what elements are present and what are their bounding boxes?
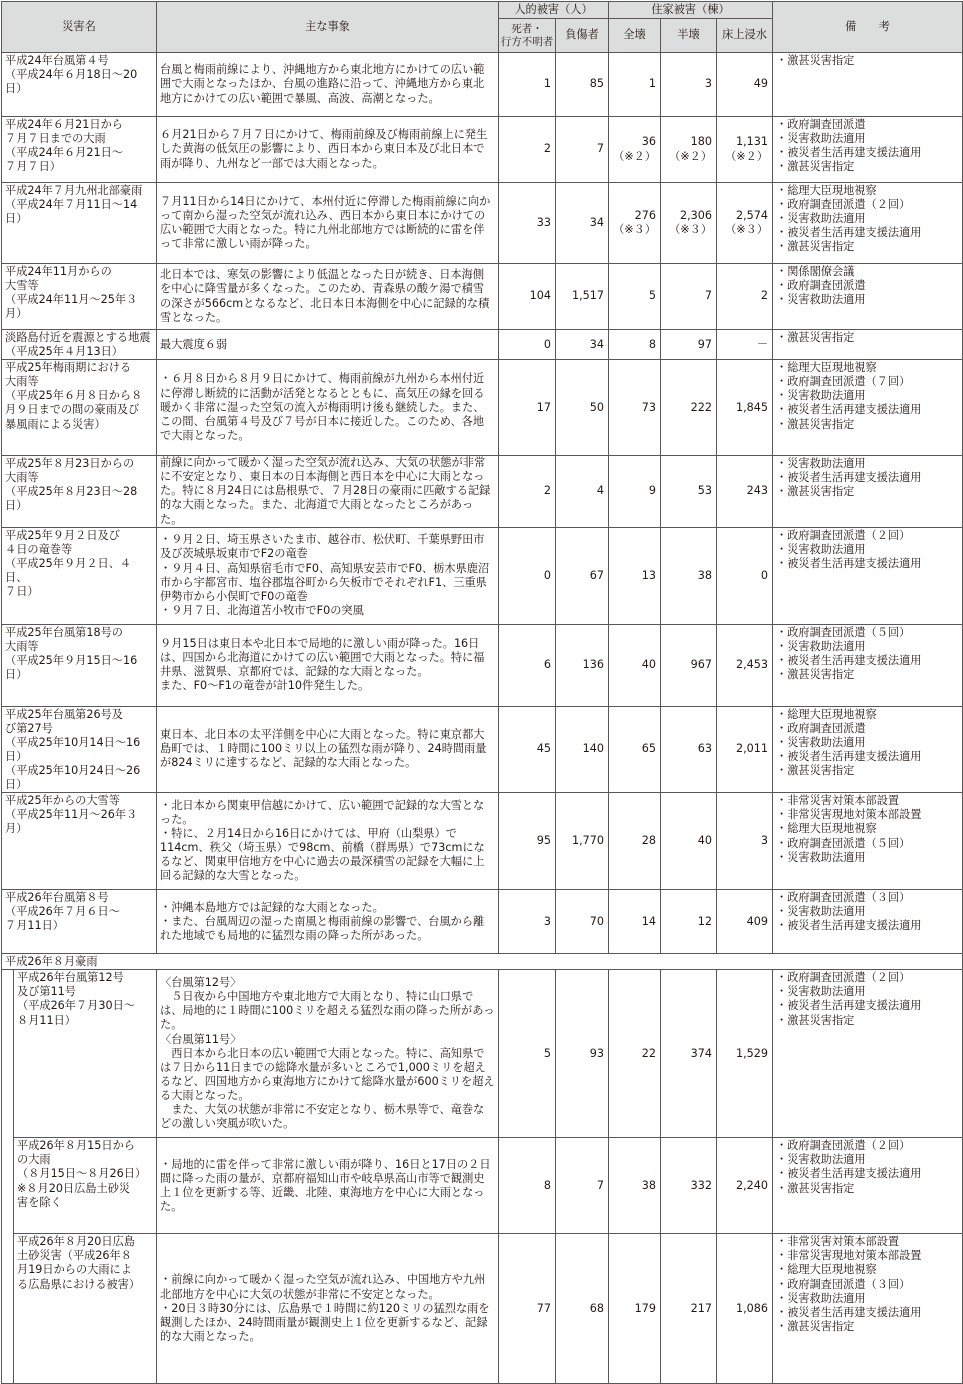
table-row: [2, 1138, 963, 1234]
above-floor-flood-count: 2,574 （※３）: [717, 183, 773, 264]
remarks: ・政府調査団派遣 ・災害救助法適用 ・被災者生活再建支援法適用 ・激甚災害指定: [773, 117, 963, 183]
main-event: 〈台風第12号〉 ５日夜から中国地方や東北地方で大雨となり、特に山口県では、局地的に１時間に100ミリを超える猛烈な雨の降った所があった。 〈台風第11号〉 西日本から北日本の広い範囲で大雨となった。特に、高知県では７日から11日までの総降水量が多いところで1,000ミリを超えるなど、四国地方から東海地方にかけて総降水量が600ミリを超える大雨となった。 また、大気の状態が非常に不安定となり、栃木県等で、竜巻などの激しい突風が吹いた。: [157, 970, 499, 1138]
total-collapse-count: 8: [609, 330, 661, 360]
half-collapse-count: 967: [661, 624, 717, 706]
dead-missing-count: 0: [499, 527, 556, 624]
header-injured: 負傷者: [556, 19, 609, 53]
total-collapse-count: 179: [609, 1234, 661, 1384]
main-event: ・９月２日、埼玉県さいたま市、越谷市、松伏町、千葉県野田市及び茨城県坂東市でF2の竜巻 ・９月４日、高知県宿毛市でF0、高知県安芸市でF0、栃木県鹿沼市から宇都宮市、塩谷郡塩谷町から矢板市でそれぞれF1、三重県伊勢市から小俣町でF0の竜巻 ・９月７日、北海道苫小牧市でF0の突風: [157, 527, 499, 624]
remarks: ・政府調査団派遣（２回） ・災害救助法適用 ・被災者生活再建支援法適用 ・激甚災害指定: [773, 970, 963, 1138]
injured-count: 136: [556, 624, 609, 706]
disaster-name: 平成25年９月２日及び ４日の竜巻等 （平成25年９月２日、４日、 ７日）: [2, 527, 157, 624]
table-header: [2, 2, 963, 53]
main-event: 台風と梅雨前線により、沖縄地方から東北地方にかけての広い範囲で大雨となったほか、台風の進路に沿って、沖縄地方から東北地方にかけての広い範囲で暴風、高波、高潮となった。: [157, 53, 499, 117]
main-event: ９月15日は東日本や北日本で局地的に激しい雨が降った。16日は、四国から北海道にかけての広い範囲で大雨となった。特に福井県、滋賀県、京都府では、記録的な大雨となった。 また、F0～F1の竜巻が計10件発生した。: [157, 624, 499, 706]
above-floor-flood-count: 2,011: [717, 706, 773, 793]
table-row: [2, 183, 963, 264]
half-collapse-count: 12: [661, 890, 717, 954]
table-row: [2, 360, 963, 456]
main-event: 前線に向かって暖かく湿った空気が流れ込み、大気の状態が非常に不安定となり、東日本の日本海側と西日本を中心に大雨となった。特に８月24日には島根県で、７月28日の豪雨に匹敵する記録的な大雨となった。また、北海道で大雨となったところがあった。: [157, 456, 499, 527]
header-house: 住家被害（棟）: [609, 2, 773, 19]
main-event: ・北日本から関東甲信越にかけて、広い範囲で記録的な大雪となった。 ・特に、２月14日から16日にかけては、甲府（山梨県）で114cm、秩父（埼玉県）で98cm、前橋（群馬県）で73cmになるなど、関東甲信地方を中心に過去の最深積雪の記録を大幅に上回る記録的な大雪となった。: [157, 793, 499, 890]
injured-count: 1,517: [556, 264, 609, 330]
remarks: ・関係閣僚会議 ・政府調査団派遣 ・災害救助法適用: [773, 264, 963, 330]
main-event: ・局地的に雷を伴って非常に激しい雨が降り、16日と17日の２日間に降った雨の量が、京都府福知山市や岐阜県高山市等で観測史上１位を更新する等、近畿、北陸、東海地方を中心に大雨となった。: [157, 1138, 499, 1234]
table-row: [2, 890, 963, 954]
above-floor-flood-count: 2: [717, 264, 773, 330]
main-event: ６月21日から７月７日にかけて、梅雨前線及び梅雨前線上に発生した黄海の低気圧の影響により、西日本から東日本及び北日本で雨が降り、九州など一部では大雨となった。: [157, 117, 499, 183]
group-indent: [2, 1234, 14, 1384]
remarks: ・激甚災害指定: [773, 53, 963, 117]
dead-missing-count: 33: [499, 183, 556, 264]
remarks: ・政府調査団派遣（３回） ・災害救助法適用 ・被災者生活再建支援法適用: [773, 890, 963, 954]
disaster-name: 平成24年７月九州北部豪雨 （平成24年７月11日～14日）: [2, 183, 157, 264]
dead-missing-count: 8: [499, 1138, 556, 1234]
total-collapse-count: 73: [609, 360, 661, 456]
total-collapse-count: 28: [609, 793, 661, 890]
half-collapse-count: 63: [661, 706, 717, 793]
total-collapse-count: 9: [609, 456, 661, 527]
injured-count: 7: [556, 1138, 609, 1234]
total-collapse-count: 38: [609, 1138, 661, 1234]
injured-count: 140: [556, 706, 609, 793]
half-collapse-count: 374: [661, 970, 717, 1138]
half-collapse-count: 7: [661, 264, 717, 330]
half-collapse-count: 332: [661, 1138, 717, 1234]
half-collapse-count: 40: [661, 793, 717, 890]
remarks: ・災害救助法適用 ・被災者生活再建支援法適用 ・激甚災害指定: [773, 456, 963, 527]
injured-count: 7: [556, 117, 609, 183]
injured-count: 34: [556, 183, 609, 264]
remarks: ・非常災害対策本部設置 ・非常災害現地対策本部設置 ・総理大臣現地視察 ・政府調査団派遣（５回） ・災害救助法適用: [773, 793, 963, 890]
remarks: ・政府調査団派遣（２回） ・災害救助法適用 ・被災者生活再建支援法適用 ・激甚災害指定: [773, 1138, 963, 1234]
half-collapse-count: 97: [661, 330, 717, 360]
disaster-name: 平成25年８月23日からの 大雨等 （平成25年８月23日～28日）: [2, 456, 157, 527]
header-total-collapse: 全壊: [609, 19, 661, 53]
dead-missing-count: 1: [499, 53, 556, 117]
injured-count: 34: [556, 330, 609, 360]
dead-missing-count: 104: [499, 264, 556, 330]
above-floor-flood-count: 0: [717, 527, 773, 624]
injured-count: 50: [556, 360, 609, 456]
disaster-name: 平成24年11月からの 大雪等 （平成24年11月～25年３月）: [2, 264, 157, 330]
disaster-name: 平成26年８月20日広島 土砂災害（平成26年８ 月19日からの大雨によ る広島県における被害）: [14, 1234, 157, 1384]
total-collapse-count: 14: [609, 890, 661, 954]
main-event: ・沖縄本島地方では記録的な大雨となった。 ・また、台風周辺の湿った南風と梅雨前線の影響で、台風から離れた地域でも局地的に猛烈な雨の降った所があった。: [157, 890, 499, 954]
table-row: [2, 117, 963, 183]
disaster-name: 平成26年台風第12号 及び第11号 （平成26年７月30日～ ８月11日）: [14, 970, 157, 1138]
dead-missing-count: 5: [499, 970, 556, 1138]
dead-missing-count: 45: [499, 706, 556, 793]
total-collapse-count: 22: [609, 970, 661, 1138]
half-collapse-count: 180 （※２）: [661, 117, 717, 183]
main-event: 東日本、北日本の太平洋側を中心に大雨となった。特に東京都大島町では、１時間に100ミリ以上の猛烈な雨が降り、24時間雨量が824ミリに達するなど、記録的な大雨となった。: [157, 706, 499, 793]
total-collapse-count: 276 （※３）: [609, 183, 661, 264]
injured-count: 85: [556, 53, 609, 117]
total-collapse-count: 5: [609, 264, 661, 330]
injured-count: 67: [556, 527, 609, 624]
above-floor-flood-count: 1,086: [717, 1234, 773, 1384]
injured-count: 68: [556, 1234, 609, 1384]
remarks: ・政府調査団派遣（５回） ・災害救助法適用 ・被災者生活再建支援法適用 ・激甚災害指定: [773, 624, 963, 706]
dead-missing-count: 3: [499, 890, 556, 954]
total-collapse-count: 1: [609, 53, 661, 117]
group-row: [2, 954, 963, 970]
injured-count: 1,770: [556, 793, 609, 890]
group-indent: [2, 1138, 14, 1234]
half-collapse-count: 222: [661, 360, 717, 456]
half-collapse-count: 3: [661, 53, 717, 117]
injured-count: 93: [556, 970, 609, 1138]
disaster-name: 平成25年台風第26号及 び第27号 （平成25年10月14日～16日） （平成25年10月24日～26日）: [2, 706, 157, 793]
half-collapse-count: 217: [661, 1234, 717, 1384]
disaster-name: 平成24年台風第４号 （平成24年６月18日～20日）: [2, 53, 157, 117]
injured-count: 4: [556, 456, 609, 527]
above-floor-flood-count: －: [717, 330, 773, 360]
main-event: 最大震度６弱: [157, 330, 499, 360]
above-floor-flood-count: 1,131 （※２）: [717, 117, 773, 183]
disaster-name: 平成26年台風第８号 （平成26年７月６日～ ７月11日）: [2, 890, 157, 954]
disaster-name: 平成25年台風第18号の 大雨等 （平成25年９月15日～16日）: [2, 624, 157, 706]
table-row: [2, 527, 963, 624]
disaster-name: 平成26年８月15日から の大雨 （８月15日～８月26日） ※８月20日広島土砂災 害を除く: [14, 1138, 157, 1234]
dead-missing-count: 2: [499, 117, 556, 183]
table-row: [2, 624, 963, 706]
main-event: ・６月８日から８月９日にかけて、梅雨前線が九州から本州付近に停滞し断続的に活動が活発となるとともに、高気圧の縁を回る暖かく非常に湿った空気の流入が梅雨明け後も継続した。また、この間、台風第４号及び７号が日本に接近した。このため、各地で大雨となった。: [157, 360, 499, 456]
table-row: [2, 456, 963, 527]
dead-missing-count: 0: [499, 330, 556, 360]
remarks: ・総理大臣現地視察 ・政府調査団派遣（２回） ・災害救助法適用 ・被災者生活再建支援法適用 ・激甚災害指定: [773, 183, 963, 264]
half-collapse-count: 38: [661, 527, 717, 624]
above-floor-flood-count: 3: [717, 793, 773, 890]
table-row: [2, 53, 963, 117]
remarks: ・総理大臣現地視察 ・政府調査団派遣（７回） ・災害救助法適用 ・被災者生活再建支援法適用 ・激甚災害指定: [773, 360, 963, 456]
header-dead: 死者・ 行方不明者: [499, 19, 556, 53]
above-floor-flood-count: 49: [717, 53, 773, 117]
total-collapse-count: 36 （※２）: [609, 117, 661, 183]
header-human: 人的被害（人）: [499, 2, 609, 19]
disaster-name: 平成25年からの大雪等 （平成25年11月～26年３月）: [2, 793, 157, 890]
header-flood: 床上浸水: [717, 19, 773, 53]
half-collapse-count: 53: [661, 456, 717, 527]
group-indent: [2, 970, 14, 1138]
half-collapse-count: 2,306 （※３）: [661, 183, 717, 264]
disaster-name: 平成24年６月21日から ７月７日までの大雨 （平成24年６月21日～ ７月７日）: [2, 117, 157, 183]
table-body: [2, 53, 963, 1384]
above-floor-flood-count: 243: [717, 456, 773, 527]
total-collapse-count: 13: [609, 527, 661, 624]
main-event: ７月11日から14日にかけて、本州付近に停滞した梅雨前線に向かって南から湿った空気が流れ込み、西日本から東日本にかけての広い範囲で大雨となった。特に九州北部地方では断続的に雷を伴って非常に激しい雨が降った。: [157, 183, 499, 264]
header-name: 災害名: [2, 2, 157, 53]
disaster-name: 淡路島付近を震源とする地震 （平成25年４月13日）: [2, 330, 157, 360]
injured-count: 70: [556, 890, 609, 954]
total-collapse-count: 40: [609, 624, 661, 706]
dead-missing-count: 95: [499, 793, 556, 890]
above-floor-flood-count: 409: [717, 890, 773, 954]
dead-missing-count: 77: [499, 1234, 556, 1384]
remarks: ・激甚災害指定: [773, 330, 963, 360]
disaster-name: 平成25年梅雨期における 大雨等 （平成25年６月８日から８ 月９日までの間の豪雨及び 暴風雨による災害）: [2, 360, 157, 456]
dead-missing-count: 6: [499, 624, 556, 706]
total-collapse-count: 65: [609, 706, 661, 793]
above-floor-flood-count: 1,529: [717, 970, 773, 1138]
disaster-table: [1, 1, 963, 1384]
table-row: [2, 706, 963, 793]
above-floor-flood-count: 1,845: [717, 360, 773, 456]
header-event: 主な事象: [157, 2, 499, 53]
group-title: 平成26年８月豪雨: [2, 954, 963, 970]
table-row: [2, 793, 963, 890]
header-half-collapse: 半壊: [661, 19, 717, 53]
main-event: 北日本では、寒気の影響により低温となった日が続き、日本海側を中心に降雪量が多くなった。このため、青森県の酸ケ湯で積雪の深さが566cmとなるなど、北日本日本海側を中心に記録的な積雪となった。: [157, 264, 499, 330]
above-floor-flood-count: 2,453: [717, 624, 773, 706]
table-row: [2, 330, 963, 360]
dead-missing-count: 2: [499, 456, 556, 527]
table-row: [2, 264, 963, 330]
remarks: ・非常災害対策本部設置 ・非常災害現地対策本部設置 ・総理大臣現地視察 ・政府調査団派遣（３回） ・災害救助法適用 ・被災者生活再建支援法適用 ・激甚災害指定: [773, 1234, 963, 1384]
remarks: ・総理大臣現地視察 ・政府調査団派遣 ・災害救助法適用 ・被災者生活再建支援法適用 ・激甚災害指定: [773, 706, 963, 793]
above-floor-flood-count: 2,240: [717, 1138, 773, 1234]
table-row: [2, 1234, 963, 1384]
main-event: ・前線に向かって暖かく湿った空気が流れ込み、中国地方や九州北部地方を中心に大気の状態が非常に不安定となった。 ・20日３時30分には、広島県で１時間に約120ミリの猛烈な雨を観測したほか、24時間雨量が観測史上１位を更新するなど、記録的な大雨となった。: [157, 1234, 499, 1384]
header-remarks: 備 考: [773, 2, 963, 53]
table-row: [2, 970, 963, 1138]
remarks: ・政府調査団派遣（２回） ・災害救助法適用 ・被災者生活再建支援法適用: [773, 527, 963, 624]
dead-missing-count: 17: [499, 360, 556, 456]
